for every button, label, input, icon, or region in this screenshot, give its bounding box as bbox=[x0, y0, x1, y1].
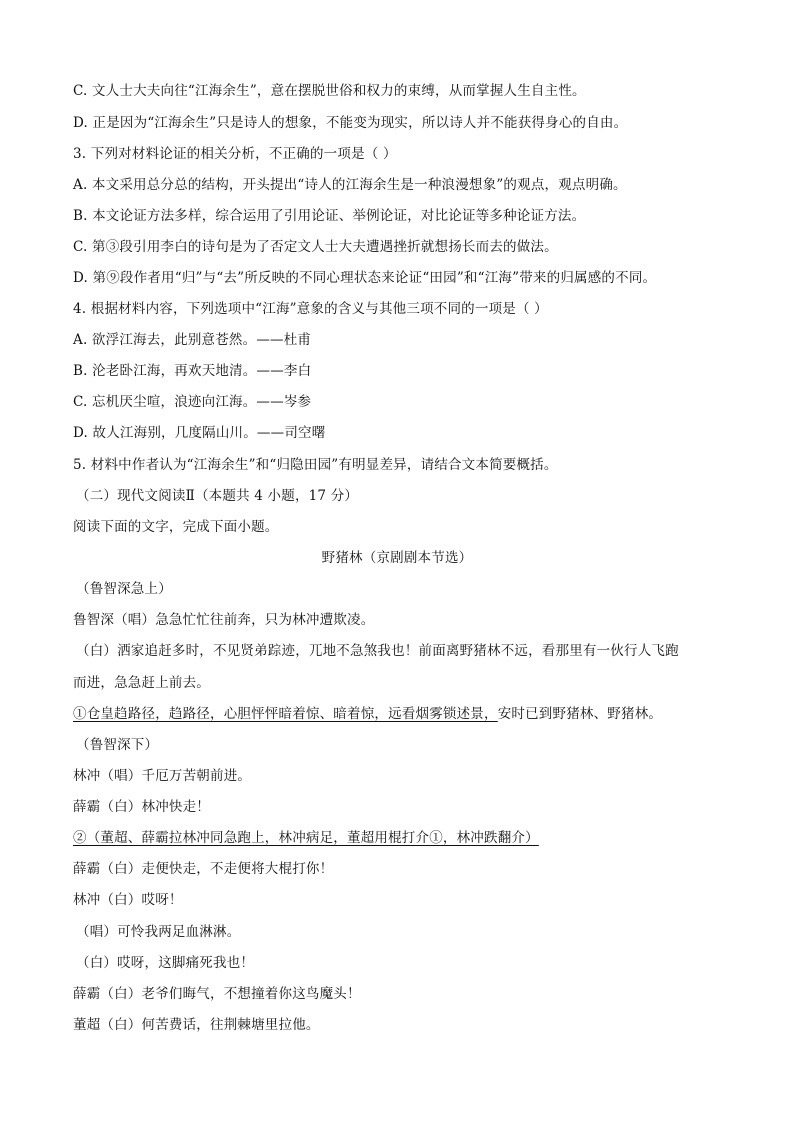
script-line: （白）洒家追赶多时，不见贤弟踪迹，兀地不急煞我也！前面离野猪林不远，看那里有一伙行人飞跑 bbox=[76, 643, 679, 659]
option-2c: C. 文人士大夫向往“江海余生”，意在摆脱世俗和权力的束缚，从而掌握人生自主性。 bbox=[73, 83, 586, 99]
underlined-text-1: ①仓皇趋路径，趋路径，心胆怦怦暗着惊、暗着惊，远看烟雾锁述景， bbox=[73, 706, 498, 722]
question-5: 5. 材料中作者认为“江海余生”和“归隐田园”有明显差异，请结合文本简要概括。 bbox=[73, 457, 558, 473]
question-4: 4. 根据材料内容，下列选项中“江海”意象的含义与其他三项不同的一项是（ ） bbox=[73, 301, 548, 317]
script-line: 薛霸（白）走便快走，不走便将大棍打你！ bbox=[73, 861, 334, 877]
script-line: （唱）可怜我两足血淋淋。 bbox=[76, 924, 241, 940]
option-2d: D. 正是因为“江海余生”只是诗人的想象，不能变为现实，所以诗人并不能获得身心的自由。 bbox=[73, 115, 628, 131]
stage-direction: （鲁智深急上） bbox=[76, 581, 172, 597]
option-3d: D. 第⑨段作者用“归”与“去”所反映的不同心理状态来论证“田园”和“江海”带来的归属感的不同。 bbox=[73, 270, 657, 286]
option-4a: A. 欲浮江海去，此别意苍然。——杜甫 bbox=[73, 332, 312, 348]
script-line: 林冲（唱）千厄万苦朝前进。 bbox=[73, 768, 252, 784]
script-line: 安时已到野猪林、野猪林。 bbox=[497, 706, 663, 722]
script-title: 野猪林（京剧剧本节选） bbox=[321, 550, 473, 566]
script-line: 董超（白）何苦费话，往荆棘塘里拉他。 bbox=[73, 1017, 320, 1033]
option-4b: B. 沦老卧江海，再欢天地清。——李白 bbox=[73, 363, 312, 379]
option-4d: D. 故人江海别，几度隔山川。——司空曙 bbox=[73, 425, 326, 441]
stage-direction: （鲁智深下） bbox=[76, 737, 159, 753]
reading-instruction: 阅读下面的文字，完成下面小题。 bbox=[73, 519, 279, 535]
option-3a: A. 本文采用总分总的结构，开头提出“诗人的江海余生是一种浪漫想象”的观点，观点明确。 bbox=[73, 177, 627, 193]
option-4c: C. 忘机厌尘喧，浪迹向江海。——岑参 bbox=[73, 394, 312, 410]
option-3b: B. 本文论证方法多样，综合运用了引用论证、举例论证，对比论证等多种论证方法。 bbox=[73, 208, 586, 224]
section-heading: （二）现代文阅读Ⅱ（本题共 4 小题，17 分） bbox=[76, 488, 359, 504]
script-line: 林冲（白）哎呀！ bbox=[73, 892, 183, 908]
script-line: 薛霸（白）林冲快走！ bbox=[73, 799, 210, 815]
script-line: 而进，急急赶上前去。 bbox=[73, 675, 210, 691]
script-line: （白）哎呀，这脚痛死我也！ bbox=[76, 955, 255, 971]
underlined-line-1 bbox=[73, 704, 754, 724]
script-line: 薛霸（白）老爷们晦气，不想撞着你这鸟魔头！ bbox=[73, 986, 361, 1002]
underlined-text-2: ②（董超、薛霸拉林冲同急跑上，林冲病足，董超用棍打介①，林冲跌翻介） bbox=[73, 830, 539, 846]
option-3c: C. 第③段引用李白的诗句是为了否定文人士大夫遭遇挫折就想扬长而去的做法。 bbox=[73, 239, 558, 255]
underlined-line-2 bbox=[73, 828, 754, 848]
script-line: 鲁智深（唱）急急忙忙往前奔，只为林冲遭欺凌。 bbox=[73, 612, 375, 628]
question-3: 3. 下列对材料论证的相关分析，不正确的一项是（ ） bbox=[73, 146, 397, 162]
